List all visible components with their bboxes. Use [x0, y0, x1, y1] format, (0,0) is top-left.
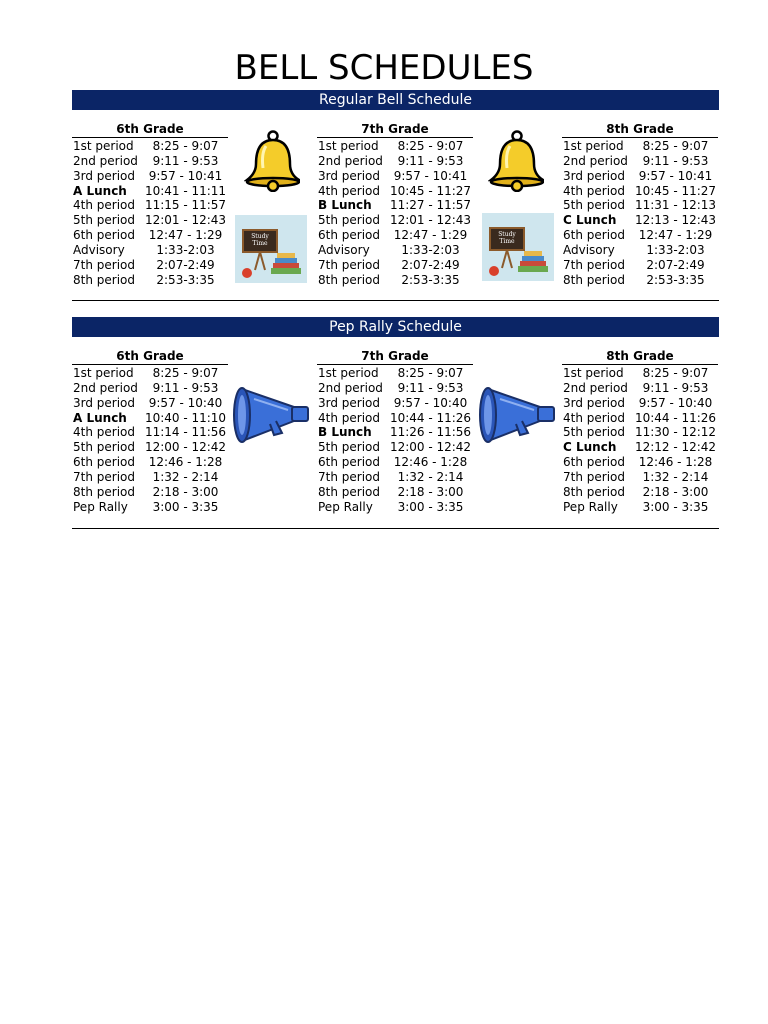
schedule-row [72, 184, 228, 199]
period-label: 7th period [563, 257, 625, 272]
period-label: 1st period [563, 366, 624, 380]
period-time: 12:46 - 1:28 [148, 455, 223, 470]
period-time: 11:30 - 12:12 [634, 425, 717, 440]
schedule-row [317, 366, 473, 381]
period-time: 12:12 - 12:42 [634, 440, 717, 455]
period-time: 3:00 - 3:35 [152, 499, 219, 514]
schedule-row [72, 411, 228, 426]
period-time: 8:25 - 9:07 [642, 366, 709, 380]
period-time: 9:57 - 10:40 [638, 395, 713, 410]
schedule-row [317, 139, 473, 154]
schedule-row [317, 425, 473, 440]
schedule-row [317, 258, 473, 273]
period-label: 1st period [73, 139, 134, 153]
schedule-row [72, 198, 228, 213]
period-time: 2:53-3:35 [156, 272, 215, 287]
study-time-icon [482, 213, 554, 281]
schedule-row [317, 440, 473, 455]
period-time: 2:07-2:49 [401, 257, 460, 272]
period-time: 2:07-2:49 [156, 257, 215, 272]
period-time: 2:07-2:49 [646, 257, 705, 272]
period-label: 8th period [318, 272, 380, 287]
period-time: 12:01 - 12:43 [144, 213, 227, 228]
period-label: 6th period [73, 228, 135, 243]
period-label: 3rd period [318, 168, 381, 183]
schedule-row [562, 455, 718, 470]
period-label: 2nd period [318, 380, 383, 395]
schedule-row [317, 243, 473, 258]
period-label: A Lunch [73, 410, 127, 425]
schedule-row [317, 154, 473, 169]
period-label: 8th period [73, 484, 135, 499]
schedule-row [72, 440, 228, 455]
period-label: 7th period [563, 469, 625, 484]
page-title: BELL SCHEDULES [234, 48, 534, 88]
period-time: 1:32 - 2:14 [152, 469, 219, 484]
period-time: 10:41 - 11:11 [144, 183, 227, 198]
period-label: B Lunch [318, 425, 372, 440]
period-label: 5th period [318, 440, 380, 455]
period-time: 11:15 - 11:57 [144, 198, 227, 213]
period-time: 9:11 - 9:53 [642, 380, 709, 395]
period-label: 4th period [318, 183, 380, 198]
period-label: 8th period [563, 272, 625, 287]
schedule-row [562, 213, 718, 228]
schedule-row [72, 455, 228, 470]
schedule-row [562, 154, 718, 169]
period-time: 1:32 - 2:14 [642, 469, 709, 484]
regular-schedule-banner: Regular Bell Schedule [72, 90, 719, 110]
schedule-row [562, 425, 718, 440]
period-time: 3:00 - 3:35 [642, 499, 709, 514]
period-time: 12:47 - 1:29 [393, 228, 468, 243]
period-label: Advisory [318, 242, 370, 257]
period-time: 11:14 - 11:56 [144, 425, 227, 440]
period-label: 1st period [73, 366, 134, 380]
schedule-row [72, 258, 228, 273]
period-label: Pep Rally [73, 499, 128, 514]
schedule-row [317, 184, 473, 199]
pep-7th-grade-table [317, 349, 473, 514]
schedule-row [72, 485, 228, 500]
grade-title: 8th Grade [562, 122, 718, 138]
schedule-row [317, 411, 473, 426]
period-time: 11:26 - 11:56 [389, 425, 472, 440]
grade-title: 6th Grade [72, 349, 228, 365]
period-label: C Lunch [563, 213, 617, 228]
schedule-row [72, 169, 228, 184]
schedule-row [317, 485, 473, 500]
period-label: 2nd period [318, 153, 383, 168]
period-label: B Lunch [318, 198, 372, 213]
period-time: 9:57 - 10:40 [148, 395, 223, 410]
period-label: 6th period [73, 455, 135, 470]
period-time: 2:18 - 3:00 [397, 484, 464, 499]
period-time: 9:57 - 10:40 [393, 395, 468, 410]
grade-title: 7th Grade [317, 349, 473, 365]
schedule-row [72, 139, 228, 154]
period-time: 8:25 - 9:07 [397, 366, 464, 380]
schedule-row [317, 381, 473, 396]
period-time: 12:46 - 1:28 [638, 455, 713, 470]
pep-8th-grade-table [562, 349, 718, 514]
chalkboard-text: Study Time [498, 231, 516, 245]
period-label: Advisory [563, 242, 615, 257]
period-time: 11:27 - 11:57 [389, 198, 472, 213]
bell-icon [244, 130, 300, 192]
period-label: Pep Rally [318, 499, 373, 514]
period-time: 2:18 - 3:00 [152, 484, 219, 499]
period-label: 7th period [318, 469, 380, 484]
schedule-row [562, 258, 718, 273]
period-time: 10:44 - 11:26 [634, 410, 717, 425]
period-time: 9:57 - 10:41 [148, 168, 223, 183]
schedule-row [72, 273, 228, 288]
bell-icon [488, 130, 544, 192]
schedule-row [562, 366, 718, 381]
period-time: 2:53-3:35 [646, 272, 705, 287]
schedule-row [562, 198, 718, 213]
period-label: 5th period [318, 213, 380, 228]
period-label: 4th period [318, 410, 380, 425]
schedule-row [72, 381, 228, 396]
period-time: 1:33-2:03 [401, 242, 460, 257]
period-label: 4th period [563, 410, 625, 425]
schedule-row [562, 228, 718, 243]
schedule-row [562, 485, 718, 500]
period-time: 12:00 - 12:42 [144, 440, 227, 455]
schedule-row [317, 396, 473, 411]
schedule-row [72, 228, 228, 243]
period-label: 6th period [563, 455, 625, 470]
period-label: 6th period [563, 228, 625, 243]
period-label: 3rd period [563, 168, 626, 183]
period-time: 9:11 - 9:53 [642, 153, 709, 168]
period-time: 8:25 - 9:07 [642, 139, 709, 153]
period-time: 3:00 - 3:35 [397, 499, 464, 514]
schedule-row [562, 470, 718, 485]
period-time: 12:00 - 12:42 [389, 440, 472, 455]
period-label: 1st period [563, 139, 624, 153]
period-label: Advisory [73, 242, 125, 257]
period-time: 9:11 - 9:53 [397, 380, 464, 395]
period-label: 6th period [318, 455, 380, 470]
period-time: 12:13 - 12:43 [634, 213, 717, 228]
period-label: 8th period [73, 272, 135, 287]
period-time: 1:33-2:03 [156, 242, 215, 257]
period-time: 12:46 - 1:28 [393, 455, 468, 470]
period-time: 12:47 - 1:29 [148, 228, 223, 243]
grade-title: 6th Grade [72, 122, 228, 138]
period-time: 10:45 - 11:27 [634, 183, 717, 198]
period-label: 5th period [563, 425, 625, 440]
period-time: 10:45 - 11:27 [389, 183, 472, 198]
period-time: 2:18 - 3:00 [642, 484, 709, 499]
period-label: 7th period [73, 469, 135, 484]
period-time: 8:25 - 9:07 [152, 366, 219, 380]
study-time-icon [235, 215, 307, 283]
period-label: 4th period [73, 425, 135, 440]
schedule-row [317, 500, 473, 515]
period-label: 8th period [563, 484, 625, 499]
schedule-row [72, 470, 228, 485]
schedule-row [317, 213, 473, 228]
schedule-row [317, 455, 473, 470]
period-time: 9:57 - 10:41 [638, 168, 713, 183]
period-label: Pep Rally [563, 499, 618, 514]
regular-8th-grade-table [562, 122, 718, 287]
section-divider [72, 300, 719, 301]
schedule-row [317, 198, 473, 213]
period-time: 1:32 - 2:14 [397, 469, 464, 484]
period-label: 2nd period [563, 380, 628, 395]
period-label: 8th period [318, 484, 380, 499]
period-time: 9:11 - 9:53 [152, 153, 219, 168]
schedule-row [562, 500, 718, 515]
schedule-row [317, 228, 473, 243]
period-label: 2nd period [73, 153, 138, 168]
schedule-row [562, 139, 718, 154]
period-time: 12:47 - 1:29 [638, 228, 713, 243]
grade-title: 8th Grade [562, 349, 718, 365]
period-time: 12:01 - 12:43 [389, 213, 472, 228]
period-time: 9:11 - 9:53 [397, 153, 464, 168]
period-label: 3rd period [73, 395, 136, 410]
pep-6th-grade-table [72, 349, 228, 514]
schedule-row [317, 273, 473, 288]
period-time: 2:53-3:35 [401, 272, 460, 287]
schedule-row [562, 396, 718, 411]
period-time: 10:44 - 11:26 [389, 410, 472, 425]
period-time: 8:25 - 9:07 [152, 139, 219, 153]
period-label: 3rd period [563, 395, 626, 410]
pep-rally-schedule-section [72, 317, 719, 532]
period-time: 8:25 - 9:07 [397, 139, 464, 153]
megaphone-icon [232, 385, 312, 447]
schedule-row [562, 411, 718, 426]
period-label: 1st period [318, 139, 379, 153]
schedule-row [317, 470, 473, 485]
schedule-row [72, 366, 228, 381]
period-label: A Lunch [73, 183, 127, 198]
period-label: 4th period [563, 183, 625, 198]
schedule-row [562, 169, 718, 184]
period-label: 2nd period [563, 153, 628, 168]
period-label: 4th period [73, 198, 135, 213]
period-label: 3rd period [318, 395, 381, 410]
schedule-row [72, 243, 228, 258]
period-label: 1st period [318, 366, 379, 380]
section-divider [72, 528, 719, 529]
schedule-row [317, 169, 473, 184]
period-time: 10:40 - 11:10 [144, 410, 227, 425]
chalkboard-text: Study Time [251, 233, 269, 247]
schedule-row [562, 184, 718, 199]
schedule-row [562, 273, 718, 288]
schedule-row [562, 243, 718, 258]
period-label: 7th period [73, 257, 135, 272]
megaphone-icon [478, 385, 558, 447]
period-label: 5th period [73, 213, 135, 228]
schedule-row [562, 381, 718, 396]
regular-7th-grade-table [317, 122, 473, 287]
period-label: C Lunch [563, 440, 617, 455]
period-label: 6th period [318, 228, 380, 243]
period-time: 1:33-2:03 [646, 242, 705, 257]
period-time: 11:31 - 12:13 [634, 198, 717, 213]
schedule-row [562, 440, 718, 455]
period-time: 9:57 - 10:41 [393, 168, 468, 183]
pep-rally-schedule-banner: Pep Rally Schedule [72, 317, 719, 337]
schedule-row [72, 500, 228, 515]
period-label: 5th period [563, 198, 625, 213]
period-label: 5th period [73, 440, 135, 455]
schedule-row [72, 154, 228, 169]
grade-title: 7th Grade [317, 122, 473, 138]
regular-schedule-section [72, 90, 719, 305]
schedule-row [72, 425, 228, 440]
period-label: 3rd period [73, 168, 136, 183]
period-time: 9:11 - 9:53 [152, 380, 219, 395]
schedule-row [72, 396, 228, 411]
period-label: 7th period [318, 257, 380, 272]
schedule-row [72, 213, 228, 228]
regular-6th-grade-table [72, 122, 228, 287]
period-label: 2nd period [73, 380, 138, 395]
